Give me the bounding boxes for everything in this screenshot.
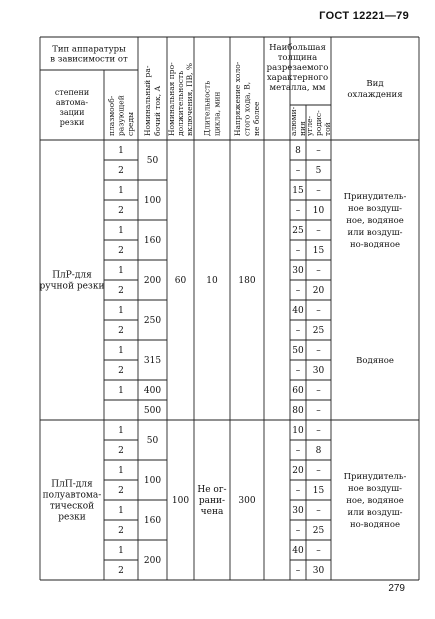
plasma-media-value: 2: [118, 526, 124, 537]
steel-thickness-value: –: [316, 426, 321, 437]
steel-thickness-value: 20: [312, 286, 325, 297]
plasma-media-value: 1: [118, 506, 124, 517]
aluminum-thickness-value: 10: [292, 426, 304, 437]
plasma-media-value: 2: [118, 446, 124, 457]
nominal-current-value: 500: [143, 406, 162, 417]
header-no-load-voltage: Напряжение холо-: [233, 61, 243, 136]
steel-thickness-value: 30: [312, 566, 325, 577]
plasma-media-value: 1: [118, 426, 124, 437]
steel-thickness-value: –: [316, 346, 321, 357]
aluminum-thickness-value: –: [295, 246, 301, 257]
aluminum-thickness-value: –: [295, 206, 301, 217]
duty-cycle-value: 60: [174, 276, 187, 287]
cooling-type-value: или воздуш-: [347, 507, 403, 518]
aluminum-thickness-value: 80: [292, 406, 304, 417]
nominal-current-value: 100: [143, 476, 162, 487]
plasma-media-value: 2: [118, 486, 124, 497]
nominal-current-value: 100: [143, 196, 162, 207]
cycle-duration-value: чена: [200, 507, 224, 518]
header-plasma-gas: среды: [126, 111, 136, 136]
plasma-media-value: 1: [118, 386, 124, 397]
steel-thickness-value: –: [316, 546, 321, 557]
header-nominal-current: бочий ток, А: [153, 85, 163, 136]
aluminum-thickness-value: –: [295, 566, 301, 577]
aluminum-thickness-value: 40: [292, 546, 304, 557]
header-cooling: Вид: [366, 78, 384, 89]
header-apparatus-type: Тип аппаратуры: [52, 44, 126, 55]
nominal-current-value: 50: [146, 156, 159, 167]
cutting-type-label: ручной резки: [39, 281, 105, 292]
plasma-media-value: 2: [118, 246, 124, 257]
header-cycle-duration: цикла, мин: [212, 91, 222, 136]
nominal-current-value: 50: [146, 436, 159, 447]
aluminum-thickness-value: 20: [292, 466, 304, 477]
header-apparatus-type: в зависимости от: [50, 54, 128, 65]
cycle-duration-value: 10: [206, 276, 218, 287]
header-steel: той: [323, 122, 333, 136]
nominal-current-value: 400: [143, 386, 162, 397]
header-no-load-voltage: стого хода, В,: [242, 81, 252, 136]
aluminum-thickness-value: 30: [292, 266, 304, 277]
header-plasma-gas: плазмооб-: [107, 95, 117, 136]
plasma-media-value: 1: [118, 306, 124, 317]
aluminum-thickness-value: –: [295, 166, 301, 177]
nominal-current-value: 200: [143, 556, 162, 567]
aluminum-thickness-value: 50: [292, 346, 304, 357]
cooling-type-value: но-водяное: [350, 519, 400, 530]
cooling-type-value: Водяное: [356, 355, 394, 366]
steel-thickness-value: 10: [312, 206, 325, 217]
page-number: 279: [388, 583, 405, 594]
header-automation-degree: автома-: [55, 97, 89, 107]
cooling-type-value: ное воздуш-: [347, 483, 403, 494]
plasma-media-value: 1: [118, 146, 124, 157]
header-max-thickness: разрезаемого: [266, 62, 329, 73]
header-plasma-gas: разующей: [116, 95, 126, 136]
header-max-thickness: характерного: [266, 72, 329, 83]
steel-thickness-value: –: [316, 506, 321, 517]
cooling-type-value: ное воздуш-: [347, 203, 403, 214]
aluminum-thickness-value: –: [295, 486, 301, 497]
steel-thickness-value: 8: [315, 446, 322, 457]
header-max-thickness: металла, мм: [269, 82, 326, 93]
steel-thickness-value: 30: [312, 366, 325, 377]
cutting-type-label: тической: [49, 501, 95, 512]
voltage-value: 180: [238, 276, 256, 287]
cutting-type-label: ПлР-для: [52, 270, 92, 281]
cooling-type-value: ное, водяное: [346, 495, 404, 506]
nominal-current-value: 250: [143, 316, 162, 327]
aluminum-thickness-value: –: [295, 446, 301, 457]
header-cooling: охлаждения: [347, 89, 403, 100]
aluminum-thickness-value: 30: [292, 506, 304, 517]
plasma-media-value: 2: [118, 366, 124, 377]
header-automation-degree: степени: [54, 87, 90, 97]
steel-thickness-value: 5: [315, 166, 322, 177]
aluminum-thickness-value: 25: [292, 226, 304, 237]
header-cycle-duration: Длительность: [202, 80, 212, 136]
steel-thickness-value: 25: [312, 526, 325, 537]
nominal-current-value: 160: [143, 516, 162, 527]
plasma-media-value: 1: [118, 546, 124, 557]
cooling-type-value: Принудитель-: [343, 471, 407, 482]
header-max-thickness: Наибольшая: [269, 42, 326, 53]
header-steel: угле-: [305, 115, 315, 136]
cutting-type-label: ПлП-для: [51, 479, 93, 490]
plasma-media-value: 2: [118, 206, 124, 217]
aluminum-thickness-value: 8: [295, 146, 301, 157]
aluminum-thickness-value: 15: [292, 186, 304, 197]
aluminum-thickness-value: 40: [292, 306, 304, 317]
nominal-current-value: 200: [143, 276, 162, 287]
plasma-media-value: 1: [118, 226, 124, 237]
header-aluminum: ния: [298, 121, 308, 136]
plasma-media-value: 2: [118, 566, 124, 577]
header-max-thickness: толщина: [277, 52, 318, 63]
steel-thickness-value: –: [316, 186, 321, 197]
cooling-type-value: Принудитель-: [343, 191, 407, 202]
steel-thickness-value: –: [316, 306, 321, 317]
nominal-current-value: 315: [143, 356, 162, 367]
steel-thickness-value: –: [316, 406, 321, 417]
aluminum-thickness-value: –: [295, 286, 301, 297]
plasma-media-value: 1: [118, 466, 124, 477]
cooling-type-value: но-водяное: [350, 239, 400, 250]
steel-thickness-value: –: [316, 266, 321, 277]
cutting-type-label: полуавтома-: [42, 490, 102, 501]
steel-thickness-value: –: [316, 466, 321, 477]
cycle-duration-value: Не ог-: [197, 485, 227, 496]
header-duty-cycle: должительность: [176, 70, 186, 136]
plasma-media-value: 1: [118, 346, 124, 357]
header-automation-degree: резки: [59, 117, 85, 127]
steel-thickness-value: –: [316, 226, 321, 237]
plasma-media-value: 1: [118, 266, 124, 277]
aluminum-thickness-value: –: [295, 366, 301, 377]
plasma-media-value: 2: [118, 166, 124, 177]
steel-thickness-value: 15: [312, 246, 325, 257]
aluminum-thickness-value: –: [295, 526, 301, 537]
cycle-duration-value: рани-: [198, 496, 226, 507]
header-no-load-voltage: не более: [252, 101, 262, 136]
steel-thickness-value: 15: [312, 486, 325, 497]
duty-cycle-value: 100: [171, 496, 190, 507]
steel-thickness-value: 25: [312, 326, 325, 337]
cutting-type-label: резки: [58, 512, 86, 523]
header-duty-cycle: Номинальная про-: [167, 62, 177, 136]
document-header: ГОСТ 12221—79: [319, 10, 409, 22]
plasma-media-value: 2: [118, 326, 124, 337]
steel-thickness-value: –: [316, 146, 321, 157]
voltage-value: 300: [238, 496, 256, 507]
cooling-type-value: или воздуш-: [347, 227, 403, 238]
header-steel: родис-: [314, 110, 324, 136]
header-nominal-current: Номинальный ра-: [143, 65, 153, 136]
aluminum-thickness-value: 60: [292, 386, 304, 397]
plasma-media-value: 2: [118, 286, 124, 297]
header-duty-cycle: включения, ПВ, %: [185, 62, 195, 136]
header-aluminum: алюми-: [289, 106, 299, 136]
steel-thickness-value: –: [316, 386, 321, 397]
header-automation-degree: зации: [59, 107, 85, 117]
plasma-media-value: 1: [118, 186, 124, 197]
aluminum-thickness-value: –: [295, 326, 301, 337]
cooling-type-value: ное, водяное: [346, 215, 404, 226]
nominal-current-value: 160: [143, 236, 162, 247]
